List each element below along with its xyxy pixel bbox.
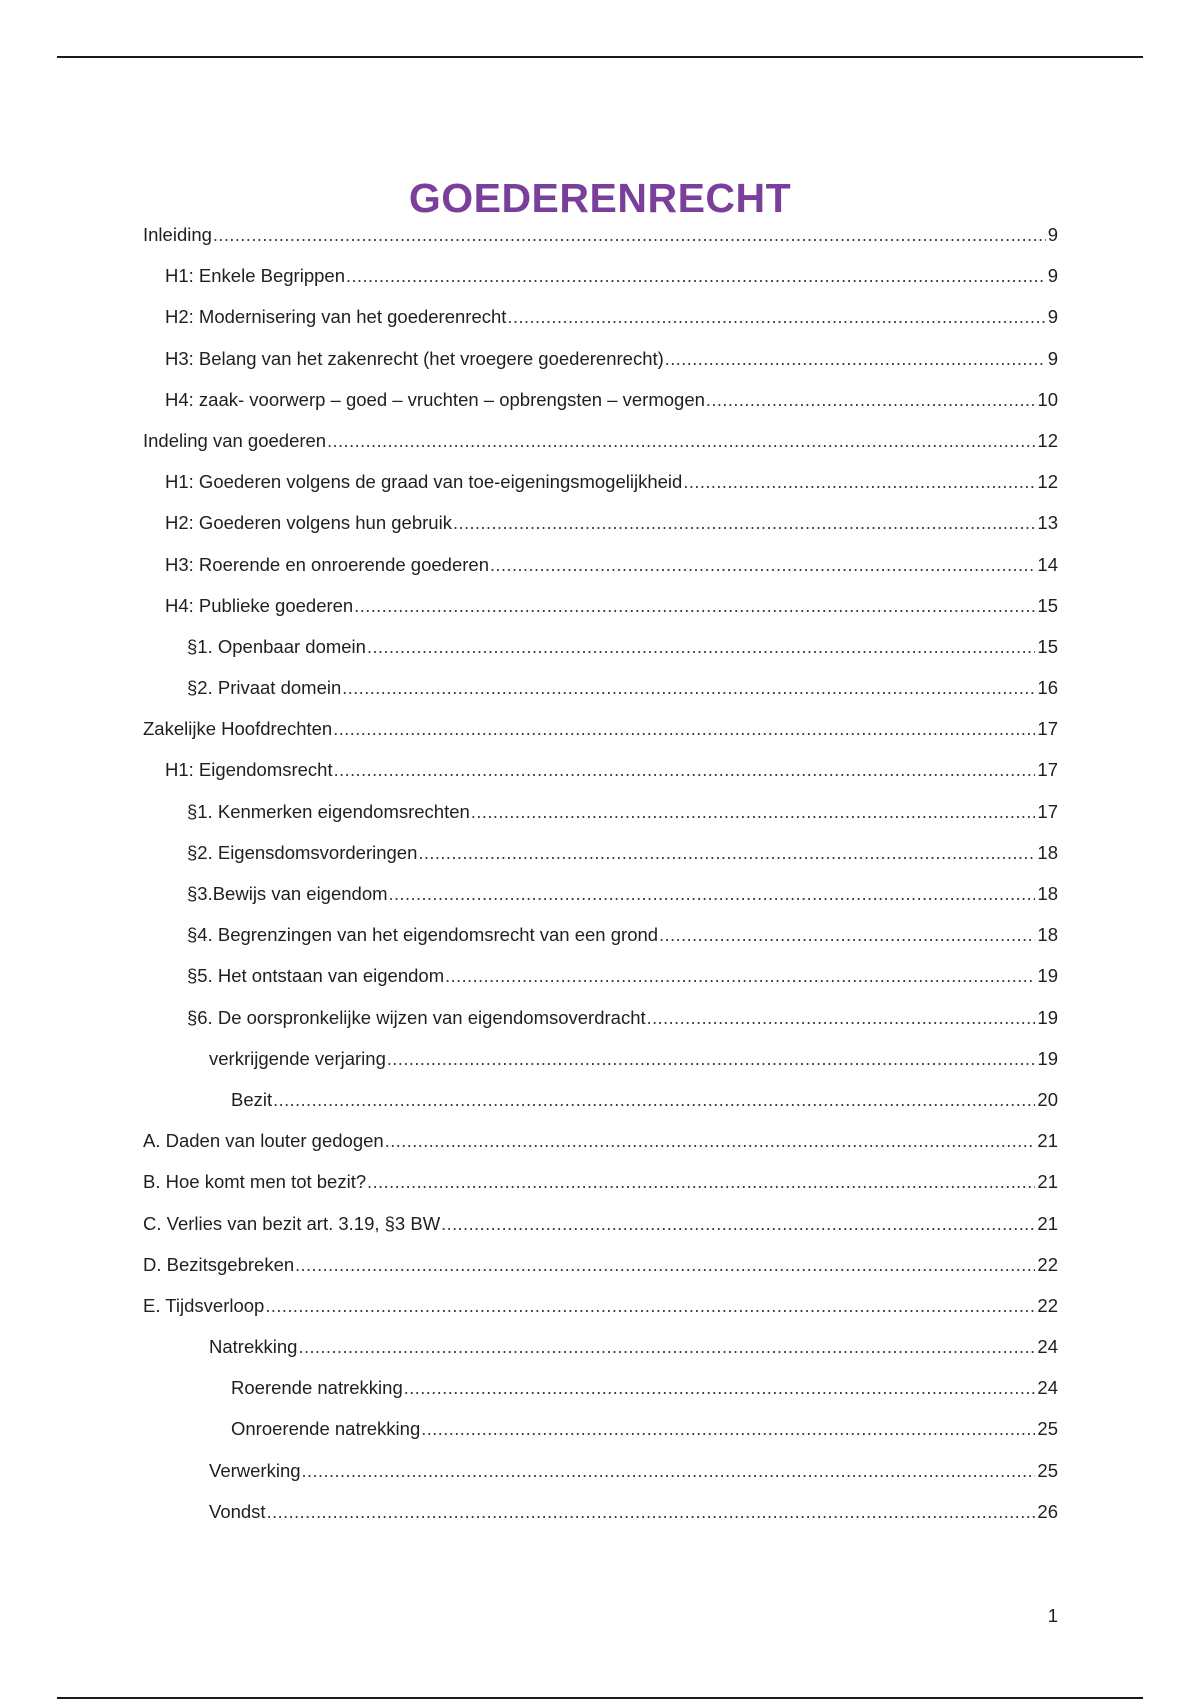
toc-entry-label: B. Hoe komt men tot bezit? — [143, 1171, 367, 1193]
toc-dot-leader — [404, 1378, 1036, 1399]
toc-entry[interactable] — [143, 1254, 1058, 1295]
toc-entry-label: §1. Openbaar domein — [187, 635, 366, 657]
toc-entry-page: 13 — [1037, 512, 1058, 534]
toc-entry-label: §6. De oorspronkelijke wijzen van eigendomsoverdracht — [187, 1006, 646, 1028]
toc-entry-label: D. Bezitsgebreken — [143, 1253, 295, 1275]
toc-dot-leader — [334, 760, 1036, 781]
toc-entry[interactable] — [143, 1089, 1058, 1130]
toc-entry-page: 12 — [1037, 429, 1058, 451]
toc-entry[interactable] — [143, 554, 1058, 595]
toc-entry[interactable] — [143, 224, 1058, 265]
toc-entry-label: §2. Privaat domein — [187, 677, 342, 699]
toc-entry-page: 25 — [1037, 1418, 1058, 1440]
toc-entry-label: H1: Goederen volgens de graad van toe-eigeningsmogelijkheid — [165, 471, 683, 493]
toc-entry[interactable] — [143, 965, 1058, 1006]
toc-entry-label: H1: Enkele Begrippen — [165, 265, 345, 287]
toc-entry-label: §3.Bewijs van eigendom — [187, 883, 388, 904]
toc-entry-label: Onroerende natrekking — [231, 1418, 421, 1440]
toc-entry[interactable] — [143, 883, 1058, 924]
toc-entry-page: 18 — [1037, 924, 1058, 946]
toc-entry-page: 15 — [1037, 635, 1058, 657]
toc-entry-label: Inleiding — [143, 224, 212, 245]
toc-entry-label: H3: Roerende en onroerende goederen — [165, 553, 489, 575]
header-rule — [57, 56, 1143, 58]
toc-entry[interactable] — [143, 677, 1058, 718]
toc-dot-leader — [490, 555, 1035, 576]
toc-entry[interactable] — [143, 430, 1058, 471]
toc-dot-leader — [683, 472, 1035, 493]
toc-entry[interactable] — [143, 1418, 1058, 1459]
toc-entry[interactable] — [143, 1377, 1058, 1418]
toc-entry-label: H2: Modernisering van het goederenrecht — [165, 306, 507, 328]
toc-dot-leader — [333, 719, 1035, 740]
toc-dot-leader — [387, 1049, 1036, 1070]
toc-entry[interactable] — [143, 1007, 1058, 1048]
toc-entry[interactable] — [143, 718, 1058, 759]
toc-entry-page: 21 — [1037, 1130, 1058, 1152]
toc-entry-label: verkrijgende verjaring — [209, 1047, 386, 1069]
footer-rule — [57, 1697, 1143, 1699]
toc-entry-page: 18 — [1037, 883, 1058, 904]
toc-dot-leader — [354, 596, 1035, 617]
document-title: GOEDERENRECHT — [408, 175, 792, 222]
toc-entry-label: E. Tijdsverloop — [143, 1294, 265, 1316]
toc-dot-leader — [706, 390, 1036, 411]
page-number: 1 — [1047, 1605, 1058, 1626]
toc-entry-page: 17 — [1037, 718, 1058, 740]
toc-entry-label: H1: Eigendomsrecht — [165, 759, 333, 781]
toc-dot-leader — [213, 225, 1046, 246]
toc-entry[interactable] — [143, 306, 1058, 347]
toc-entry-label: C. Verlies van bezit art. 3.19, §3 BW — [143, 1212, 441, 1234]
toc-entry[interactable] — [143, 1048, 1058, 1089]
toc-dot-leader — [385, 1131, 1036, 1152]
toc-entry-label: Zakelijke Hoofdrechten — [143, 718, 333, 740]
toc-entry-page: 12 — [1037, 471, 1058, 493]
toc-entry-page: 9 — [1047, 224, 1058, 245]
toc-entry-page: 16 — [1037, 677, 1058, 699]
toc-dot-leader — [298, 1337, 1035, 1358]
toc-dot-leader — [471, 802, 1036, 823]
toc-entry-label: Indeling van goederen — [143, 429, 327, 451]
toc-dot-leader — [265, 1296, 1035, 1317]
toc-entry-page: 19 — [1037, 1006, 1058, 1028]
toc-dot-leader — [367, 637, 1035, 658]
toc-dot-leader — [445, 966, 1035, 987]
toc-entry-page: 18 — [1037, 841, 1058, 863]
toc-entry[interactable] — [143, 1336, 1058, 1377]
toc-dot-leader — [453, 513, 1035, 534]
toc-entry-label: A. Daden van louter gedogen — [143, 1130, 384, 1152]
toc-dot-leader — [273, 1090, 1035, 1111]
toc-dot-leader — [327, 431, 1035, 452]
toc-entry[interactable] — [143, 1130, 1058, 1171]
toc-dot-leader — [418, 843, 1035, 864]
toc-entry-page: 20 — [1037, 1088, 1058, 1110]
toc-dot-leader — [441, 1214, 1035, 1235]
toc-dot-leader — [302, 1461, 1036, 1482]
toc-entry[interactable] — [143, 471, 1058, 512]
toc-dot-leader — [267, 1502, 1036, 1523]
toc-entry[interactable] — [143, 348, 1058, 389]
toc-dot-leader — [665, 349, 1046, 370]
toc-entry-page: 17 — [1037, 800, 1058, 822]
toc-entry-page: 26 — [1037, 1500, 1058, 1522]
toc-entry-page: 10 — [1037, 388, 1058, 410]
toc-dot-leader — [295, 1255, 1035, 1276]
toc-entry[interactable] — [143, 1460, 1058, 1501]
toc-entry[interactable] — [143, 1171, 1058, 1212]
toc-entry-page: 15 — [1037, 594, 1058, 616]
toc-entry[interactable] — [143, 1501, 1058, 1542]
toc-entry-page: 21 — [1037, 1212, 1058, 1234]
toc-entry-label: H4: Publieke goederen — [165, 594, 354, 616]
toc-entry-label: H3: Belang van het zakenrecht (het vroegere goederenrecht) — [165, 347, 664, 369]
toc-entry-label: §2. Eigensdomsvorderingen — [187, 841, 418, 863]
table-of-contents — [143, 224, 1058, 1542]
toc-entry-page: 9 — [1047, 265, 1058, 287]
toc-entry-label: H4: zaak- voorwerp – goed – vruchten – opbrengsten – vermogen — [165, 388, 705, 410]
toc-entry-page: 22 — [1037, 1294, 1058, 1316]
toc-entry[interactable] — [143, 595, 1058, 636]
toc-entry[interactable] — [143, 636, 1058, 677]
toc-entry-page: 21 — [1037, 1171, 1058, 1193]
toc-dot-leader — [659, 925, 1035, 946]
toc-dot-leader — [346, 266, 1046, 287]
toc-entry-page: 25 — [1037, 1459, 1058, 1481]
toc-entry-page: 17 — [1037, 759, 1058, 781]
toc-entry-page: 9 — [1047, 347, 1058, 369]
toc-entry-label: Natrekking — [209, 1336, 298, 1358]
toc-entry[interactable] — [143, 842, 1058, 883]
toc-entry[interactable] — [143, 801, 1058, 842]
toc-dot-leader — [389, 884, 1036, 905]
toc-entry-page: 9 — [1047, 306, 1058, 328]
toc-dot-leader — [342, 678, 1035, 699]
toc-entry-label: Roerende natrekking — [231, 1377, 403, 1399]
toc-entry-page: 19 — [1037, 1047, 1058, 1069]
toc-entry-page: 22 — [1037, 1253, 1058, 1275]
toc-entry-page: 24 — [1037, 1336, 1058, 1358]
toc-entry[interactable] — [143, 924, 1058, 965]
toc-dot-leader — [507, 307, 1045, 328]
toc-entry-label: §5. Het ontstaan van eigendom — [187, 965, 445, 987]
toc-entry[interactable] — [143, 1295, 1058, 1336]
toc-entry[interactable] — [143, 265, 1058, 306]
toc-entry[interactable] — [143, 759, 1058, 800]
toc-entry[interactable] — [143, 512, 1058, 553]
toc-entry-label: Vondst — [209, 1500, 266, 1522]
toc-entry-label: H2: Goederen volgens hun gebruik — [165, 512, 452, 534]
toc-entry-label: §1. Kenmerken eigendomsrechten — [187, 800, 470, 822]
toc-entry-label: Verwerking — [209, 1459, 301, 1481]
toc-entry[interactable] — [143, 1213, 1058, 1254]
toc-entry-page: 19 — [1037, 965, 1058, 987]
toc-dot-leader — [367, 1172, 1035, 1193]
toc-entry-page: 14 — [1037, 553, 1058, 575]
toc-entry[interactable] — [143, 389, 1058, 430]
toc-dot-leader — [421, 1419, 1035, 1440]
toc-entry-label: Bezit — [231, 1088, 273, 1110]
toc-dot-leader — [647, 1008, 1036, 1029]
toc-entry-page: 24 — [1037, 1377, 1058, 1399]
toc-entry-label: §4. Begrenzingen van het eigendomsrecht van een grond — [187, 924, 659, 946]
